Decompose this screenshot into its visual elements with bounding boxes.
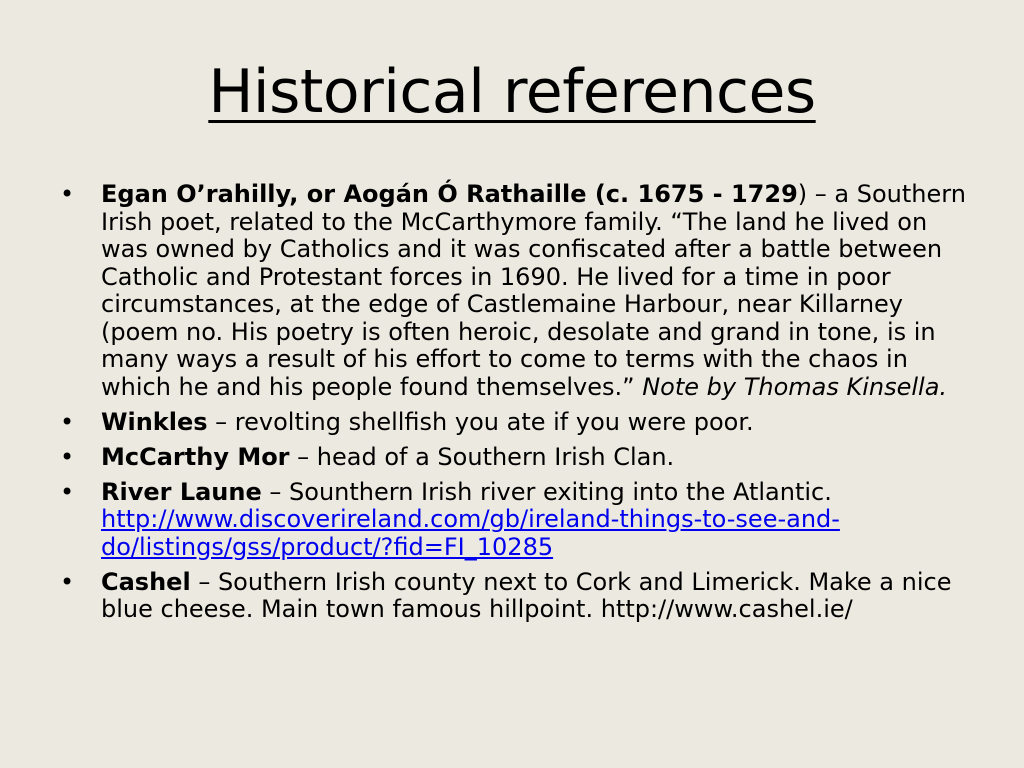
description-cashel: – Southern Irish county next to Cork and Limerick. Make a nice blue cheese. Main town famous hillpoint.	[101, 567, 952, 623]
bullet-icon: •	[60, 442, 75, 471]
term-cashel: Cashel	[101, 567, 191, 596]
description-winkles: – revolting shellfish you ate if you were poor.	[207, 407, 754, 436]
list-item-mccarthy-mor	[60, 444, 970, 472]
description-mccarthy-mor: – head of a Southern Irish Clan.	[289, 442, 675, 471]
term-river-laune: River Laune	[101, 477, 262, 506]
list-item-cashel	[60, 569, 970, 624]
list-item-egan	[60, 181, 970, 401]
bullet-icon: •	[60, 180, 75, 208]
cashel-url-text: http://www.cashel.ie/	[600, 595, 853, 623]
bullet-icon: •	[60, 567, 75, 596]
bullet-icon: •	[60, 407, 75, 436]
list-item-river-laune	[60, 479, 970, 562]
description-river-laune: – Sounthern Irish river exiting into the Atlantic.	[261, 477, 832, 506]
discover-ireland-link[interactable]: http://www.discoverireland.com/gb/ireland-things-to-see-and-do/listings/gss/product/?fid=FI_10285	[101, 505, 840, 561]
bullet-list	[60, 181, 970, 631]
note-egan: Note by Thomas Kinsella.	[642, 372, 948, 401]
list-item-winkles	[60, 409, 970, 437]
slide-title	[0, 52, 1024, 132]
description-egan: ) – a Southern Irish poet, related to the McCarthymore family. “The land he lived on was owned by Catholics and it was confiscated after a battle between Catholic and Protestant forces in 1690. He lived for a time in poor circumstances, at the edge of Castlemaine Harbour, near Killarney (poem no. His poetry is often heroic, desolate and grand in tone, is in many ways a result of his effort to come to terms with the chaos in which he and his people found themselves.”	[101, 180, 966, 401]
slide-title-text: Historical references	[208, 57, 816, 127]
bullet-icon: •	[60, 477, 75, 506]
term-mccarthy-mor: McCarthy Mor	[101, 442, 290, 471]
term-egan: Egan O’rahilly, or Aogán Ó Rathaille (c. 1675 - 1729	[101, 180, 798, 208]
term-winkles: Winkles	[101, 407, 208, 436]
